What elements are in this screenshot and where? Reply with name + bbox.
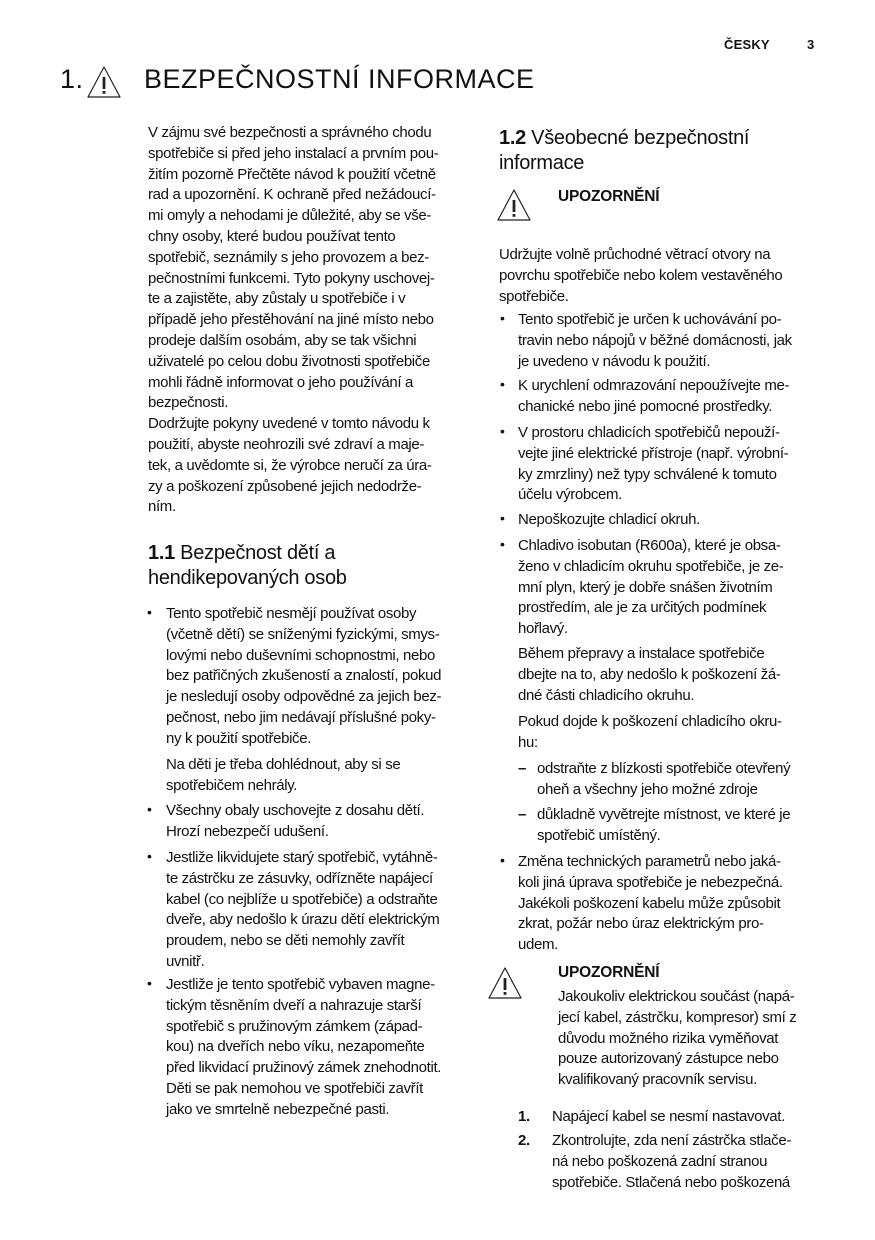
bullet: • bbox=[500, 852, 505, 868]
warning-text bbox=[558, 987, 796, 1091]
dash: – bbox=[518, 806, 526, 823]
text-line: důvodu možného rizika vyměňovat bbox=[558, 1029, 779, 1047]
text-line: pečnost, nebo jim nedávají příslušné poky- bbox=[166, 708, 436, 726]
text-line: zy a poškození způsobené jejich nedodrže- bbox=[148, 477, 422, 495]
text-line: spotřebič umístěný. bbox=[537, 826, 661, 844]
section-title-line: Všeobecné bezpečnostní bbox=[531, 127, 750, 149]
section-title-line: hendikepovaných osob bbox=[148, 567, 347, 589]
text-line: žitím pozorně Přečtěte návod k použití včetně bbox=[148, 165, 436, 183]
text-line: Zkontrolujte, zda není zástrčka stlače- bbox=[552, 1132, 791, 1149]
text-line: dbejte na to, aby nedošlo k poškození žá- bbox=[518, 665, 781, 683]
text-line: kou) na dveřích nebo víku, nezapomeňte bbox=[166, 1038, 425, 1056]
text-line: Jakékoli poškození kabelu může způsobit bbox=[518, 894, 781, 912]
text-line: spotřebič, seznámily s jeho provozem a bez- bbox=[148, 248, 429, 266]
text-line: (včetně dětí) se sníženými fyzickými, smys- bbox=[166, 625, 440, 643]
text-line: tek, a uvědomte si, že výrobce neručí za úra- bbox=[148, 456, 432, 474]
text-line: V prostoru chladicích spotřebičů nepouží- bbox=[518, 424, 780, 441]
bullet-text bbox=[518, 376, 789, 418]
text-line: ná nebo poškozená zadní stranou bbox=[552, 1152, 768, 1170]
note-text bbox=[166, 755, 400, 797]
text-line: kvalifikovaný pracovník servisu. bbox=[558, 1071, 757, 1089]
text-line: prostředím, ale je za určitých podmínek bbox=[518, 599, 767, 617]
text-line: účelu výrobcem. bbox=[518, 486, 622, 504]
warning-label: UPOZORNĚNÍ bbox=[558, 964, 660, 981]
text-line: pečnostními funkcemi. Tyto pokyny uschovej- bbox=[148, 269, 435, 287]
list-number: 2. bbox=[518, 1132, 530, 1149]
text-line: uživatelé po celou dobu životnosti spotřebiče bbox=[148, 352, 430, 370]
text-line: Udržujte volně průchodné větrací otvory na bbox=[499, 246, 771, 263]
text-line: je nesledují osoby odpovědné za jejich bez- bbox=[166, 688, 442, 706]
text-line: Jakoukoliv elektrickou součást (napá- bbox=[558, 988, 795, 1005]
bullet: • bbox=[147, 975, 152, 991]
text-line: ženo v chladicím okruhu spotřebiče, je ze- bbox=[518, 557, 784, 575]
text-line: dveře, aby nedošlo k úrazu dětí elektrickým bbox=[166, 911, 440, 929]
bullet: • bbox=[500, 310, 505, 326]
bullet-text bbox=[166, 848, 439, 973]
bullet-text bbox=[518, 852, 783, 956]
bullet-text bbox=[166, 604, 441, 750]
language-label: ČESKY bbox=[724, 37, 770, 52]
text-line: Tento spotřebič je určen k uchovávání po- bbox=[518, 311, 782, 328]
note-text bbox=[518, 712, 782, 754]
warning-icon bbox=[487, 966, 523, 1000]
text-line: jecí kabel, zástrčku, kompresor) smí z bbox=[558, 1008, 797, 1026]
page-number: 3 bbox=[807, 37, 815, 52]
section-number: 1.2 bbox=[499, 127, 526, 149]
text-line: koli jiná úprava spotřebiče je nebezpečná. bbox=[518, 873, 783, 891]
note-text bbox=[518, 644, 781, 706]
text-line: V zájmu své bezpečnosti a správného chodu bbox=[148, 124, 432, 141]
text-line: te a zajistěte, aby zůstaly u spotřebiče i v bbox=[148, 290, 406, 308]
text-line: vejte jiné elektrické přístroje (např. výrobní- bbox=[518, 444, 789, 462]
text-line: chanické nebo jiné pomocné prostředky. bbox=[518, 397, 773, 415]
text-line: použití, abyste neohrozili své zdraví a maje- bbox=[148, 435, 425, 453]
warning-label: UPOZORNĚNÍ bbox=[558, 188, 660, 205]
list-number: 1. bbox=[518, 1108, 530, 1125]
text-line: rad a upozornění. K ochraně před nežádoucí- bbox=[148, 186, 436, 204]
bullet: • bbox=[147, 604, 152, 620]
text-line: Během přepravy a instalace spotřebiče bbox=[518, 645, 765, 662]
text-line: oheň a všechny jeho možné zdroje bbox=[537, 780, 758, 798]
section-1-2-heading bbox=[499, 126, 749, 176]
text-line: Jestliže likvidujete starý spotřebič, vytáhně- bbox=[166, 849, 438, 866]
text-line: chny osoby, které budou používat tento bbox=[148, 227, 396, 245]
text-line: spotřebičem nehrály. bbox=[166, 776, 298, 794]
text-line: ky zmrzliny) než typy schválené k tomuto bbox=[518, 465, 777, 483]
text-line: mohli řádně informovat o jeho používání a bbox=[148, 373, 413, 391]
text-line: hořlavý. bbox=[518, 620, 568, 638]
text-line: spotřebiče. bbox=[499, 287, 569, 305]
text-line: Dodržujte pokyny uvedené v tomto návodu k bbox=[148, 415, 430, 433]
text-line: pouze autorizovaný zástupce nebo bbox=[558, 1050, 779, 1068]
warning-text bbox=[499, 245, 782, 307]
text-line: K urychlení odmrazování nepoužívejte me- bbox=[518, 377, 790, 394]
text-line: Napájecí kabel se nesmí nastavovat. bbox=[552, 1108, 785, 1125]
bullet-text bbox=[518, 536, 783, 640]
text-line: te zástrčku ze zásuvky, odřízněte napájecí bbox=[166, 869, 433, 887]
text-line: hu: bbox=[518, 733, 538, 751]
section-number: 1.1 bbox=[148, 542, 175, 564]
text-line: kabel (co nejblíže u spotřebiče) a odstraňte bbox=[166, 890, 438, 908]
bullet-text bbox=[518, 423, 788, 506]
text-line: dné části chladicího okruhu. bbox=[518, 686, 695, 704]
text-line: mi omyly a nehodami je důležité, aby se vše- bbox=[148, 207, 432, 225]
text-line: zkrat, požár nebo úraz elektrickým pro- bbox=[518, 915, 764, 933]
bullet: • bbox=[500, 536, 505, 552]
text-line: Hrozí nebezpečí udušení. bbox=[166, 822, 329, 840]
text-line: Všechny obaly uschovejte z dosahu dětí. bbox=[166, 802, 425, 819]
bullet-text bbox=[518, 310, 792, 372]
text-line: mní plyn, který je dobře snášen životním bbox=[518, 578, 773, 596]
section-title-line: Bezpečnost dětí a bbox=[180, 542, 336, 564]
text-line: spotřebič s pružinovým zámkem (západ- bbox=[166, 1017, 423, 1035]
bullet: • bbox=[500, 423, 505, 439]
bullet: • bbox=[500, 510, 505, 526]
dash-item-text bbox=[537, 805, 790, 847]
bullet: • bbox=[500, 376, 505, 392]
text-line: důkladně vyvětrejte místnost, ve které je bbox=[537, 806, 791, 823]
chapter-title: BEZPEČNOSTNÍ INFORMACE bbox=[144, 64, 535, 94]
bullet-text bbox=[518, 510, 700, 531]
text-line: Na děti je třeba dohlédnout, aby si se bbox=[166, 756, 401, 773]
text-line: travin nebo nápojů v běžné domácnosti, jak bbox=[518, 331, 792, 349]
text-line: Děti se pak nemohou ve spotřebiči zavřít bbox=[166, 1079, 423, 1097]
warning-icon bbox=[496, 188, 532, 222]
section-title-line: informace bbox=[499, 152, 585, 174]
text-line: Pokud dojde k poškození chladicího okru- bbox=[518, 713, 782, 730]
dash: – bbox=[518, 760, 526, 777]
bullet-text bbox=[166, 975, 441, 1121]
bullet: • bbox=[147, 848, 152, 864]
chapter-number: 1. bbox=[60, 64, 84, 94]
text-line: spotřebiče. Stlačená nebo poškozená bbox=[552, 1173, 790, 1191]
text-line: Tento spotřebič nesmějí používat osoby bbox=[166, 605, 417, 622]
text-line: bez patřičných zkušeností a znalostí, pokud bbox=[166, 667, 442, 685]
text-line: lovými nebo duševními schopnostmi, nebo bbox=[166, 646, 435, 664]
text-line: Změna technických parametrů nebo jaká- bbox=[518, 853, 781, 870]
text-line: povrchu spotřebiče nebo kolem vestavěného bbox=[499, 266, 783, 284]
text-line: bezpečnosti. bbox=[148, 394, 229, 412]
section-1-1-heading bbox=[148, 541, 347, 591]
text-line: případě jeho přestěhování na jiné místo nebo bbox=[148, 311, 434, 329]
dash-item-text bbox=[537, 759, 790, 801]
text-line: proudem, nebo se děti nemohly zavřít bbox=[166, 932, 405, 950]
text-line: Chladivo isobutan (R600a), které je obsa- bbox=[518, 537, 781, 554]
text-line: je uvedeno v návodu k použití. bbox=[518, 352, 711, 370]
text-line: prodeje dalším osobám, aby se tak všichni bbox=[148, 331, 417, 349]
text-line: jako ve smrtelně nebezpečné pasti. bbox=[166, 1100, 390, 1118]
text-line: Jestliže je tento spotřebič vybaven magne- bbox=[166, 976, 435, 993]
text-line: udem. bbox=[518, 936, 558, 954]
text-line: před likvidací pružinový zámek znehodnotit. bbox=[166, 1059, 442, 1077]
text-line: Nepoškozujte chladicí okruh. bbox=[518, 511, 700, 528]
text-line: ny k použití spotřebiče. bbox=[166, 729, 312, 747]
text-line: spotřebiče si před jeho instalací a prvním pou- bbox=[148, 144, 439, 162]
text-line: odstraňte z blízkosti spotřebiče otevřený bbox=[537, 760, 791, 777]
text-line: ním. bbox=[148, 498, 176, 516]
bullet-text bbox=[166, 801, 424, 843]
numbered-item-text bbox=[552, 1107, 785, 1128]
intro-paragraph bbox=[148, 123, 438, 518]
numbered-item-text bbox=[552, 1131, 791, 1193]
text-line: tickým těsněním dveří a nahrazuje starší bbox=[166, 996, 422, 1014]
warning-icon bbox=[86, 64, 122, 100]
bullet: • bbox=[147, 801, 152, 817]
text-line: uvnitř. bbox=[166, 952, 205, 970]
